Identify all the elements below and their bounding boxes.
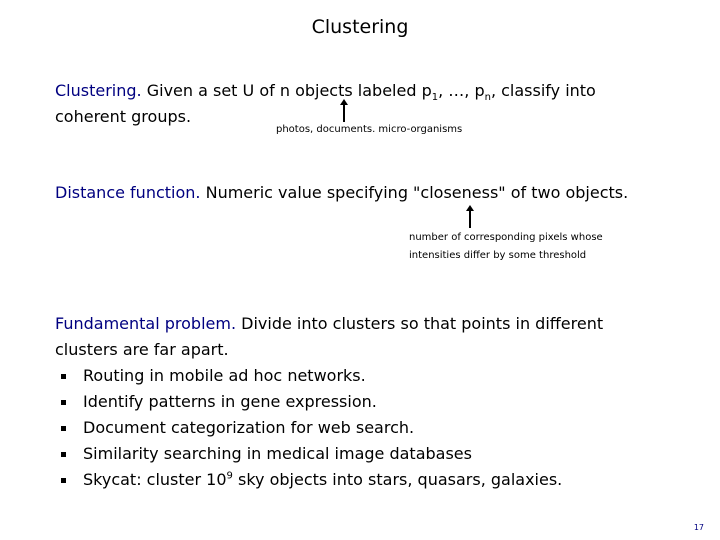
clustering-note: photos, documents. micro-organisms — [276, 124, 463, 135]
bullet-icon — [61, 374, 66, 379]
page-number: 17 — [693, 523, 704, 532]
bullet-icon — [61, 478, 66, 483]
fundamental-definition — [55, 314, 603, 333]
distance-definition — [55, 183, 628, 202]
clustering-term: Clustering. — [55, 81, 142, 100]
list-item: Document categorization for web search. — [83, 418, 415, 437]
bullet-icon — [61, 452, 66, 457]
fundamental-term: Fundamental problem. — [55, 314, 237, 333]
clustering-text-b: , …, p — [438, 81, 485, 100]
skycat-exponent: 9 — [226, 470, 233, 482]
distance-note-line1: number of corresponding pixels whose — [409, 232, 603, 243]
bullet-icon — [61, 400, 66, 405]
bullet-icon — [61, 426, 66, 431]
skycat-text-a: Skycat: cluster 10 — [83, 470, 227, 489]
list-item: Similarity searching in medical image databases — [83, 444, 472, 463]
slide-title: Clustering — [311, 16, 409, 38]
distance-term: Distance function. — [55, 183, 201, 202]
list-item: Routing in mobile ad hoc networks. — [83, 366, 366, 385]
list-item: Identify patterns in gene expression. — [83, 392, 377, 411]
up-arrow-icon — [469, 210, 471, 228]
clustering-line2: coherent groups. — [55, 107, 192, 126]
up-arrow-icon — [343, 104, 345, 122]
fundamental-line2: clusters are far apart. — [55, 340, 229, 359]
clustering-text-a: Given a set U of n objects labeled p — [146, 81, 432, 100]
clustering-definition — [55, 81, 596, 103]
list-item-skycat — [83, 470, 562, 489]
skycat-text-b: sky objects into stars, quasars, galaxies. — [232, 470, 563, 489]
subscript-n: n — [484, 92, 491, 104]
distance-note-line2: intensities differ by some threshold — [409, 250, 587, 261]
clustering-text-c: , classify into — [490, 81, 596, 100]
subscript-1: 1 — [431, 92, 439, 104]
fundamental-text: Divide into clusters so that points in different — [241, 314, 604, 333]
distance-text: Numeric value specifying "closeness" of two objects. — [205, 183, 629, 202]
